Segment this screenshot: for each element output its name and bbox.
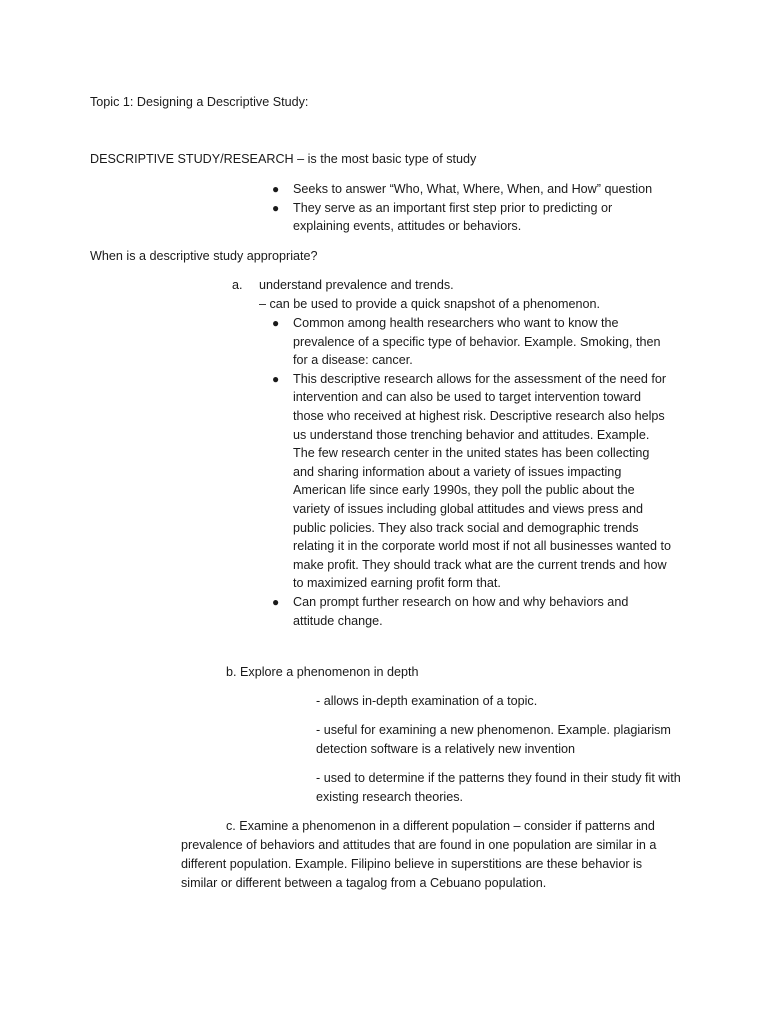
list-item: ● They serve as an important first step prior to predicting or explaining events, attitudes or behaviors. xyxy=(272,200,613,234)
definition-bullet-list xyxy=(272,180,672,236)
question-line: When is a descriptive study appropriate? xyxy=(90,249,318,263)
section-a-heading: understand prevalence and trends. xyxy=(259,278,454,292)
section-a-subline: – can be used to provide a quick snapshot of a phenomenon. xyxy=(259,297,600,311)
list-item: ● Can prompt further research on how and why behaviors and attitude change. xyxy=(272,594,629,628)
definition-line: DESCRIPTIVE STUDY/RESEARCH – is the most basic type of study xyxy=(90,152,477,166)
section-c-paragraph: c. Examine a phenomenon in a different population – consider if patterns and prevalence of behaviors and attitudes that are found in one population are similar in a different population. Example. Filipino believe in superstitions are these behavior is similar or different between a tagalog from a Cebuano population. xyxy=(181,819,657,890)
section-b-item: - allows in-depth examination of a topic. xyxy=(316,694,538,708)
bullet-icon: ● xyxy=(272,316,280,330)
section-a-bullet-list xyxy=(272,314,672,630)
list-item: ● This descriptive research allows for the assessment of the need for intervention and can also be used to target intervention toward those who received at highest risk. Descriptive research also helps us understand those trenching behavior and attitudes. Example. The few research center in the united states has been collecting and sharing information about a variety of issues impacting American life since early 1990s, they poll the public about the variety of issues including global attitudes and views press and public policies. They also track social and demographic trends relating it in the corporate world most if not all businesses wanted to make profit. They should track what are the current trends and how to maximized earning profit form that. xyxy=(272,371,672,591)
section-b-item: - useful for examining a new phenomenon. Example. plagiarism detection software is a relatively new invention xyxy=(316,723,671,756)
list-item: ● Common among health researchers who want to know the prevalence of a specific type of behavior. Example. Smoking, then for a disease: cancer. xyxy=(272,316,661,368)
topic-title: Topic 1: Designing a Descriptive Study: xyxy=(90,95,309,109)
list-item: ● Seeks to answer “Who, What, Where, When, and How” question xyxy=(272,180,672,199)
bullet-icon: ● xyxy=(272,371,280,386)
bullet-icon: ● xyxy=(272,182,280,196)
section-b-heading: b. Explore a phenomenon in depth xyxy=(226,665,419,679)
section-a-marker: a. xyxy=(232,278,243,292)
bullet-icon: ● xyxy=(272,200,280,215)
section-b-item: - used to determine if the patterns they found in their study fit with existing research theories. xyxy=(316,771,681,804)
bullet-icon: ● xyxy=(272,594,280,609)
